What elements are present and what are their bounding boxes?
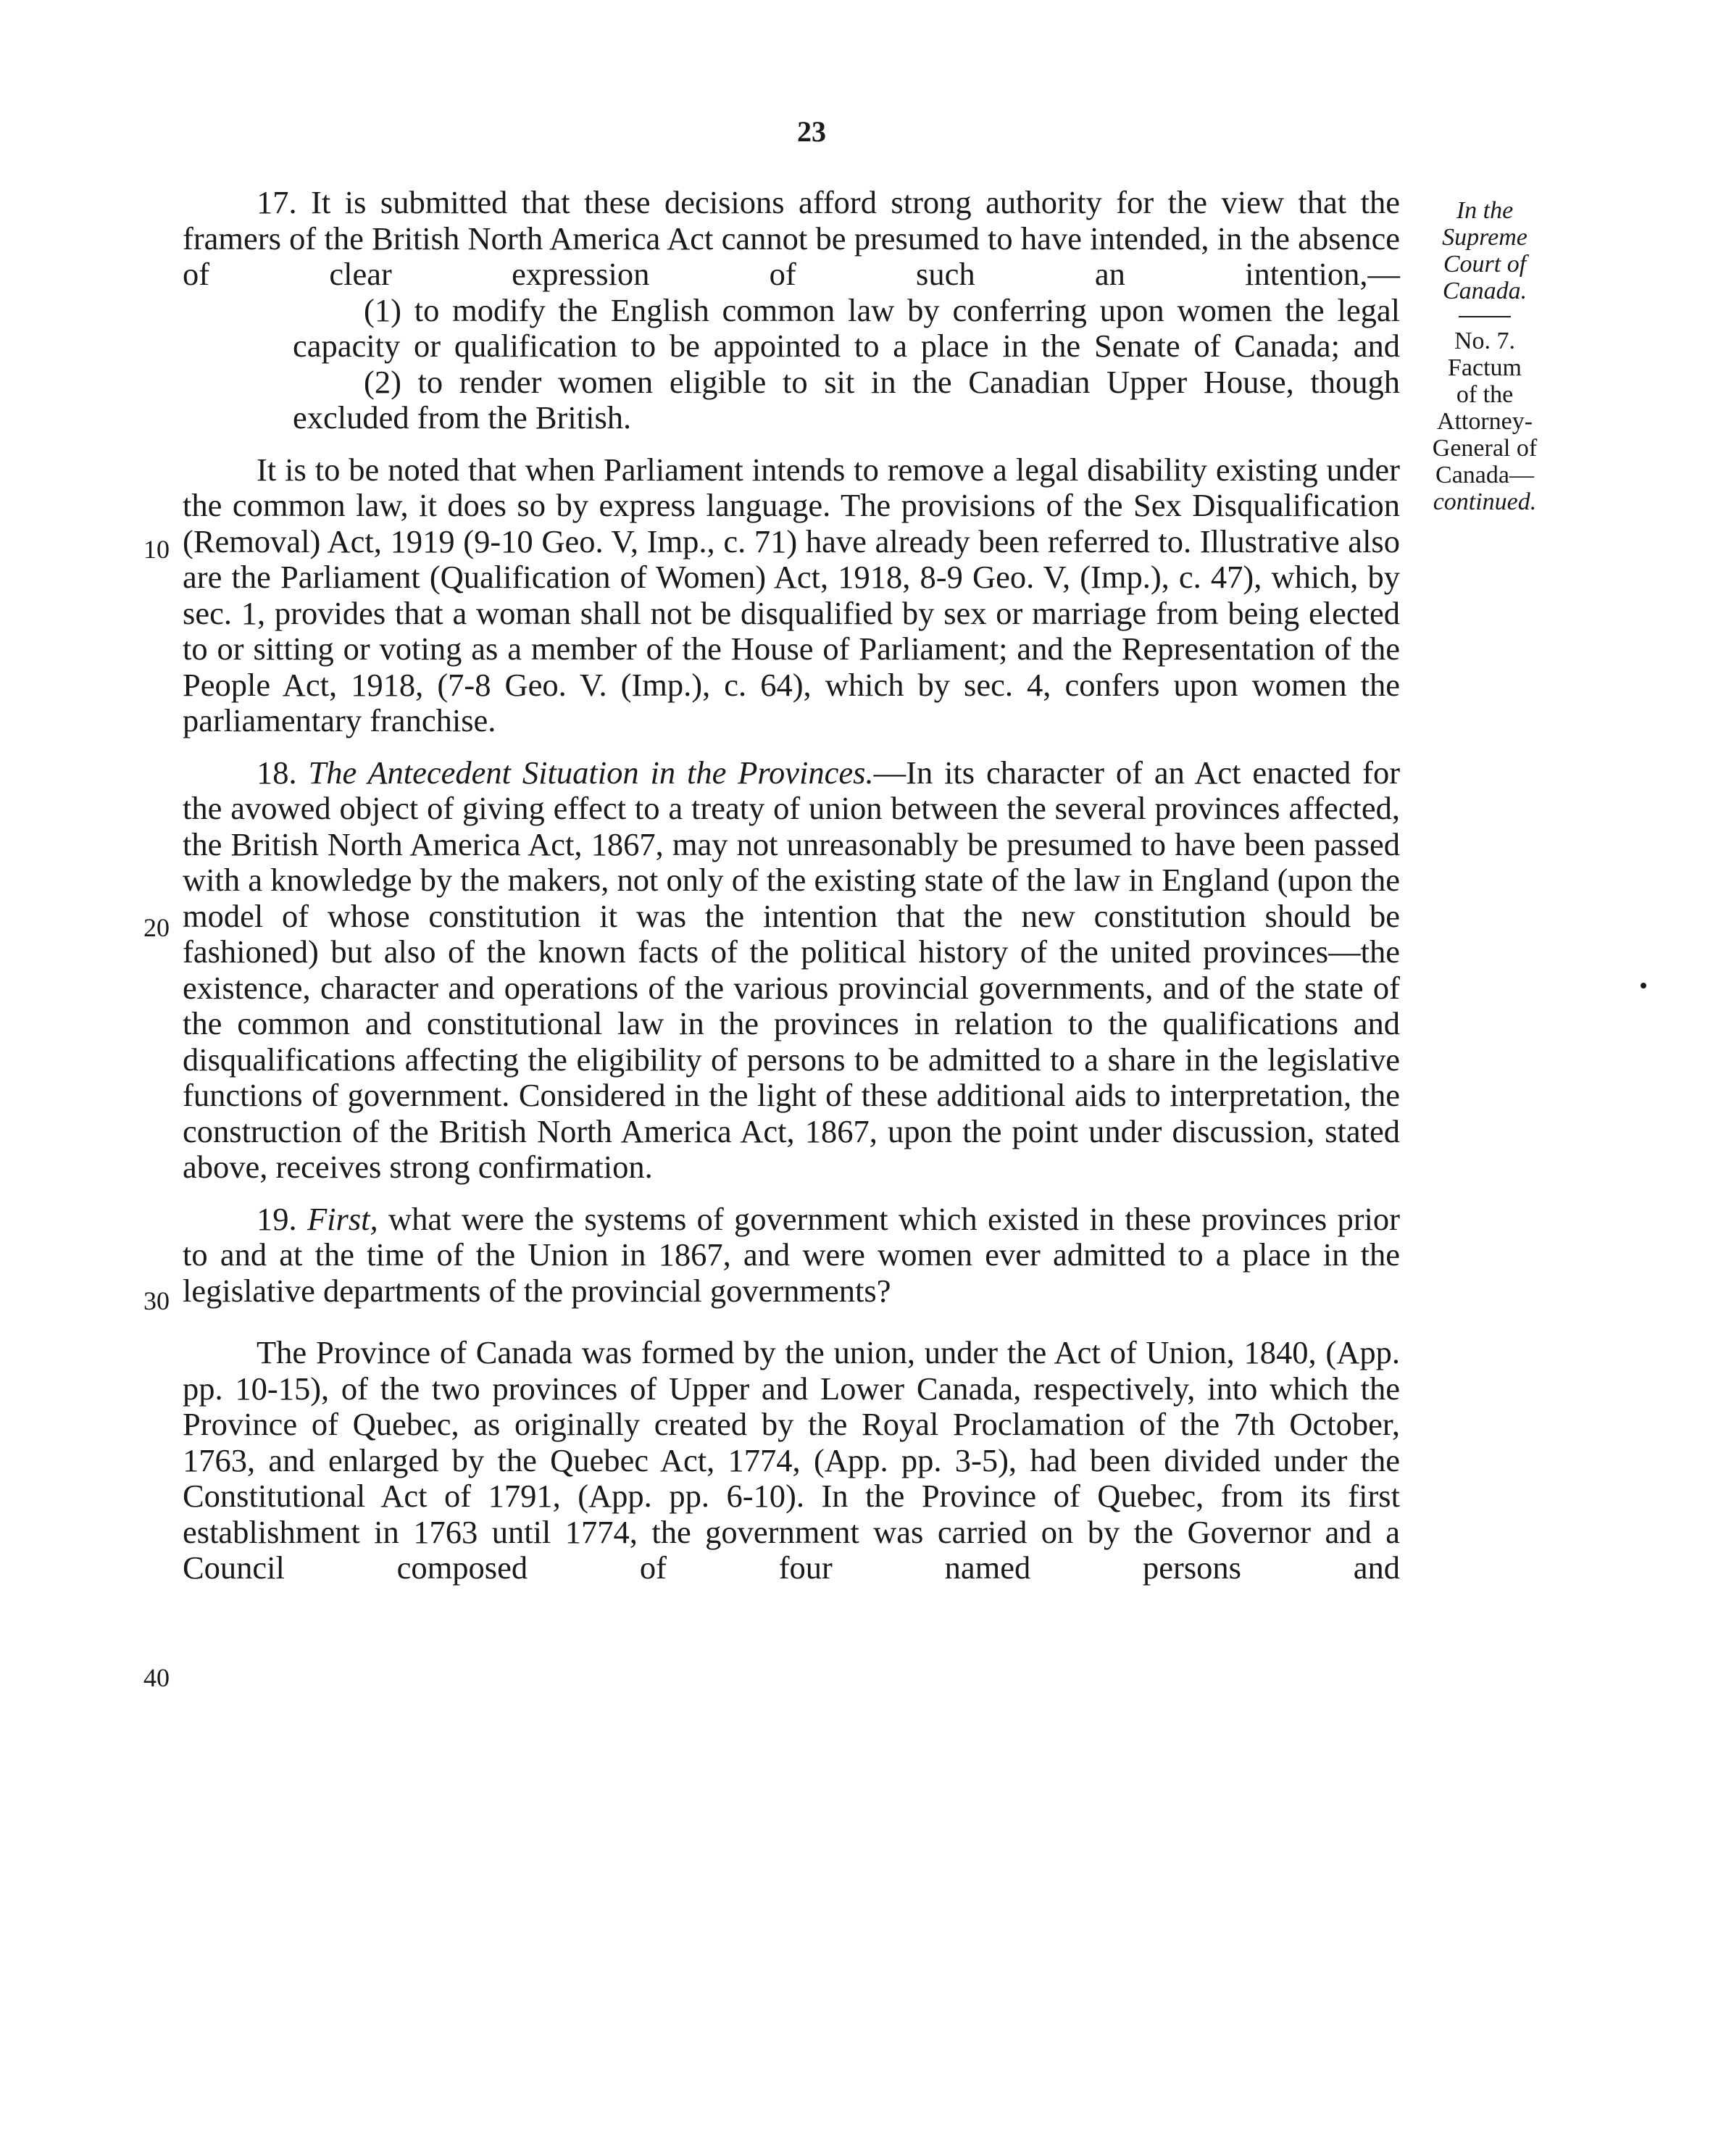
margin-court-line-2: Supreme — [1442, 224, 1527, 251]
margin-court-line-3: Court of — [1443, 251, 1527, 278]
paragraph-19 — [183, 1202, 1400, 1310]
page-number: 23 — [797, 115, 826, 148]
margin-note — [1420, 197, 1549, 515]
paragraph-18-body: —In its character of an Act enacted for the avowed object of giving effect to a treaty of union between the several provinces affected, the British North America Act, 1867, may not unreasonably be presumed to have been passed with a knowledge by the makers, not only of the existing state of the law in England (upon the model of whose constitution it was the intention that the new constitution should be fashioned) but also of the known facts of the political history of the united provinces—the existence, character and operations of the various provincial governments, and of the state of the common and constitutional law in the provinces in relation to the qualifications and disqualifications affecting the eligibility of persons to be admitted to a share in the legislative functions of government. Considered in the light of these additional aids to interpretation, the construction of the British North America Act, 1867, upon the point under discussion, stated above, receives strong confirmation. — [183, 754, 1401, 1185]
margin-desc-line-1: Factum — [1448, 354, 1522, 381]
paragraph-19-province: The Province of Canada was formed by the union, under the Act of Union, 1840, (App. pp. 10-15), of the two provinces of Upper and Lower Canada, respectively, into which the Province of Quebec, as originally created by the Royal Proclamation of the 7th October, 1763, and enlarged by the Quebec Act, 1774, (App. pp. 3-5), had been divided under the Constitutional Act of 1791, (App. pp. 6-10). In the Province of Quebec, from its first establishment in 1763 until 1774, the government was carried on by the Governor and a Council composed of four named persons and — [183, 1334, 1400, 1586]
line-number-30: 30 — [143, 1286, 170, 1315]
paragraph-19-first: First, — [307, 1200, 378, 1237]
margin-divider — [1459, 316, 1511, 317]
paragraph-19-number: 19. — [257, 1200, 297, 1237]
margin-desc-line-2: of the — [1456, 381, 1514, 408]
margin-desc-line-6: continued. — [1433, 488, 1537, 515]
paragraph-19-body: what were the systems of government which existed in these provinces prior to and at the time of the Union in 1867, and were women ever admitted to a place in the legislative departments of the provincial governments? — [183, 1200, 1400, 1309]
paragraph-18 — [183, 755, 1400, 1186]
line-number-10: 10 — [143, 535, 170, 564]
margin-desc-line-3: Attorney- — [1436, 408, 1533, 435]
margin-court-line-4: Canada. — [1442, 278, 1527, 304]
margin-doc-number: No. 7. — [1454, 328, 1516, 354]
paragraph-17: 17. It is submitted that these decisions afford strong authority for the view that the framers of the British North America Act cannot be presumed to have intended, in the absence of clear expression of such an intention,— — [183, 184, 1400, 292]
line-number-40: 40 — [143, 1663, 170, 1692]
paragraph-17-item-1: (1) to modify the English common law by conferring upon women the legal capacity or qualification to be appointed to a place in the Senate of Canada; and — [293, 291, 1400, 364]
margin-desc-line-5: Canada— — [1435, 462, 1534, 488]
margin-desc-line-4: General of — [1432, 435, 1538, 462]
margin-court-line-1: In the — [1456, 197, 1514, 224]
paragraph-17-item-2: (2) to render women eligible to sit in the Canadian Upper House, though excluded from the British. — [293, 363, 1400, 436]
body-text — [183, 185, 1400, 1586]
paragraph-18-number: 18. — [257, 754, 297, 791]
ink-dot — [1641, 983, 1646, 988]
line-number-20: 20 — [143, 913, 170, 942]
paragraph-17-note: It is to be noted that when Parliament intends to remove a legal disability existing under the common law, it does so by express language. The provisions of the Sex Disqualification (Removal) Act, 1919 (9-10 Geo. V, Imp., c. 71) have already been referred to. Illustrative also are the Parliament (Qualification of Women) Act, 1918, 8-9 Geo. V, (Imp.), c. 47), which, by sec. 1, provides that a woman shall not be disqualified by sex or marriage from being elected to or sitting or voting as a member of the House of Parliament; and the Representation of the People Act, 1918, (7-8 Geo. V. (Imp.), c. 64), which by sec. 4, confers upon women the parliamentary franchise. — [183, 451, 1400, 738]
paragraph-18-heading: The Antecedent Situation in the Provinces. — [308, 754, 874, 791]
